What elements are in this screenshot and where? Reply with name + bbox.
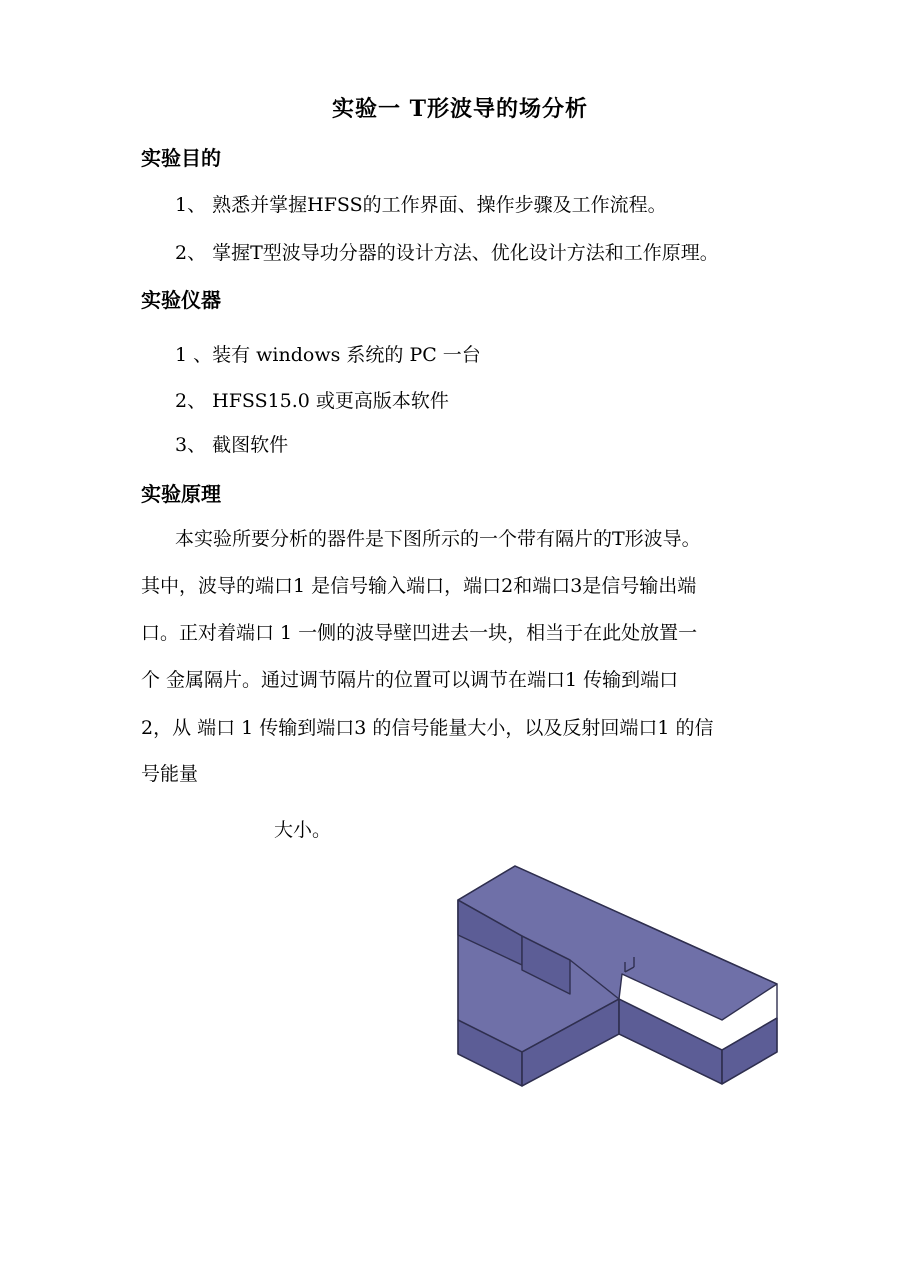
equipment-item-3: 3、 截图软件	[175, 434, 289, 456]
equipment-item-2: 2、 HFSS15.0 或更高版本软件	[175, 390, 449, 412]
purpose-item-2: 2、 掌握T型波导功分器的设计方法、优化设计方法和工作原理。	[175, 242, 719, 264]
section-heading-purpose: 实验目的	[141, 146, 221, 170]
purpose-item-1: 1、 熟悉并掌握HFSS的工作界面、操作步骤及工作流程。	[175, 194, 667, 216]
section-heading-equipment: 实验仪器	[141, 288, 221, 312]
equipment-item-1: 1 、装有 windows 系统的 PC 一台	[175, 344, 481, 366]
section-heading-principle: 实验原理	[141, 482, 221, 506]
principle-line-1: 本实验所要分析的器件是下图所示的一个带有隔片的T形波导。	[175, 528, 701, 550]
page-title: 实验一 T形波导的场分析	[331, 96, 589, 122]
t-waveguide-figure	[452, 862, 782, 1092]
principle-line-5: 2，从 端口 1 传输到端口3 的信号能量大小，以及反射回端口1 的信	[141, 717, 714, 739]
waveguide-right-end-face	[722, 1018, 777, 1084]
principle-line-2: 其中，波导的端口1 是信号输入端口，端口2和端口3是信号输出端	[141, 575, 697, 597]
principle-line-6: 号能量	[141, 763, 199, 785]
principle-line-4: 个 金属隔片。通过调节隔片的位置可以调节在端口1 传输到端口	[141, 669, 679, 691]
principle-line-3: 口。正对着端口 1 一侧的波导壁凹进去一块，相当于在此处放置一	[141, 622, 698, 644]
principle-line-7: 大小。	[274, 819, 332, 841]
